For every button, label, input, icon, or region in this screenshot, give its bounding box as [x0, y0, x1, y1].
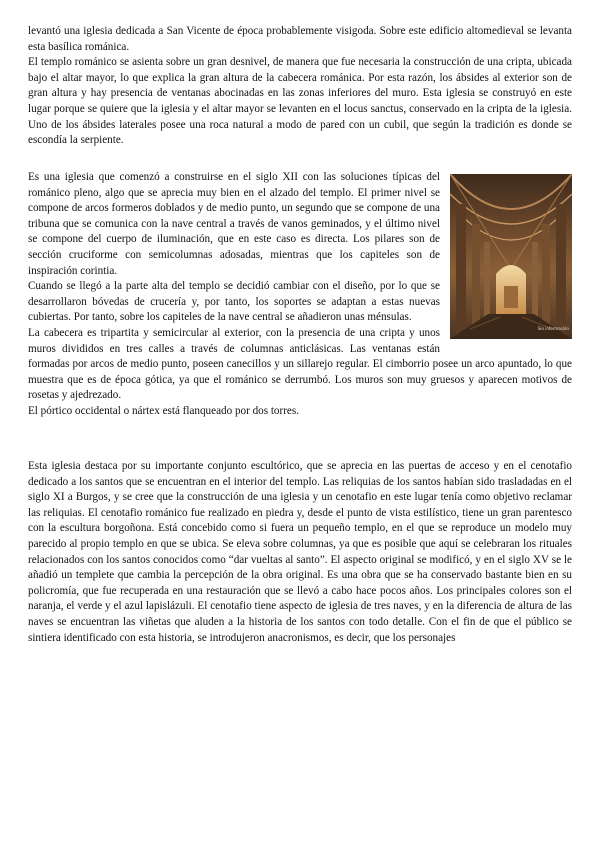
paragraph: El pórtico occidental o nártex está flanqueado por dos torres. [28, 404, 299, 417]
paragraph: levantó una iglesia dedicada a San Vicente de época probablemente visigoda. Sobre este edificio altomedieval se levanta esta basílica románica. [28, 25, 572, 53]
paragraph: Esta iglesia destaca por su importante conjunto escultórico, que se aprecia en las puertas de acceso y en el cenotafio dedicado a los santos que se encuentran en el interior del templo. Las reliquias de los santos habían sido trasladadas en el siglo XI a Burgos, y se cree que la construcción de una iglesia y un cenotafio en este lugar tenía como objetivo reclamar las reliquias. El cenotafio románico fue realizado en piedra y, desde el punto de vista estilístico, tiene un gran parentesco con la escultura borgoñona. Está concebido como si fuera un pequeño templo, en el que se reproduce un modelo muy parecido al propio templo en que se ubica. Se eleva sobre columnas, ya que es posible que aquí se celebraran los rituales relacionados con los santos conocidos como “dar vueltas al santo”. El aspecto original se modificó, y en el siglo XV se le añadió un templete que cambia la percepción de la obra original. Es una obra que se ha conservado bastante bien en su policromía, que fue recuperada en una restauración que se llevó a cabo hace pocos años. Los principales colores son el naranja, el verde y el azul lapislázuli. El cenotafio tiene aspecto de iglesia de tres naves, y en la diferencia de altura de las naves se encuentran las viñetas que aluden a la historia de los santos con todo detalle. Con el fin de que el público se sintiera identificado con esta historia, se introdujeron anacronismos, es decir, que los personajes [28, 460, 572, 644]
nave-vault-illustration [450, 174, 572, 339]
paragraph: El templo románico se asienta sobre un gran desnivel, de manera que fue necesaria la construcción de una cripta, ubicada bajo el altar mayor, lo que explica la gran altura de la cabecera románica. Por esta razón, los ábsides al exterior son de gran altura y hay presencia de ventanas abocinadas en las zonas inferiores del muro. Esta iglesia se construyó en este lugar porque se quiere que la iglesia y el altar mayor se levanten en el locus sanctus, conservado en la cripta de la iglesia. Uno de los ábsides laterales posee una roca natural a modo de pared con un cubil, que según la tradición es donde se escondía la serpiente. [28, 56, 572, 147]
text-section-sculpture [28, 459, 572, 646]
paragraph: La cabecera es tripartita y semicircular al exterior, con la presencia de una cripta y unos muros divididos en tres calles a través de columnas anticlásicas. Las ventanas están formadas por arcos de medio punto, poseen canecillos y un sillarejo regular. El cimborrio posee un arco apuntado, lo que muestra que es de época gótica, ya que el románico se derrumbó. Los muros son muy gruesos y aparecen motivos de rosetas y ajedrezado. [28, 326, 572, 402]
paragraph: Es una iglesia que comenzó a construirse en el siglo XII con las soluciones típicas del románico pleno, algo que se aprecia muy bien en el alzado del templo. El primer nivel se compone de arcos formeros doblados y de medio punto, un segundo que se compone de una tribuna que se comunica con la nave central a través de vanos geminados, y el último nivel se compone del cuerpo de iluminación, que en este caso es directa. Los pilares son de sección cruciforme con semicolumnas adosadas, mientras que los capiteles son de inspiración corintia. [28, 171, 440, 277]
text-section-architecture [28, 170, 572, 420]
church-interior-photo [450, 174, 572, 339]
photo-caption: Sin información [537, 326, 569, 332]
paragraph: Cuando se llegó a la parte alta del templo se decidió cambiar con el diseño, por lo que se desarrollaron bóvedas de crucería y, por tanto, los soportes se adaptan a estas nuevas cubiertas. Por tanto, sobre los capiteles de la nave central se añadieron unas ménsulas. [28, 280, 440, 324]
text-section-intro [28, 24, 572, 149]
